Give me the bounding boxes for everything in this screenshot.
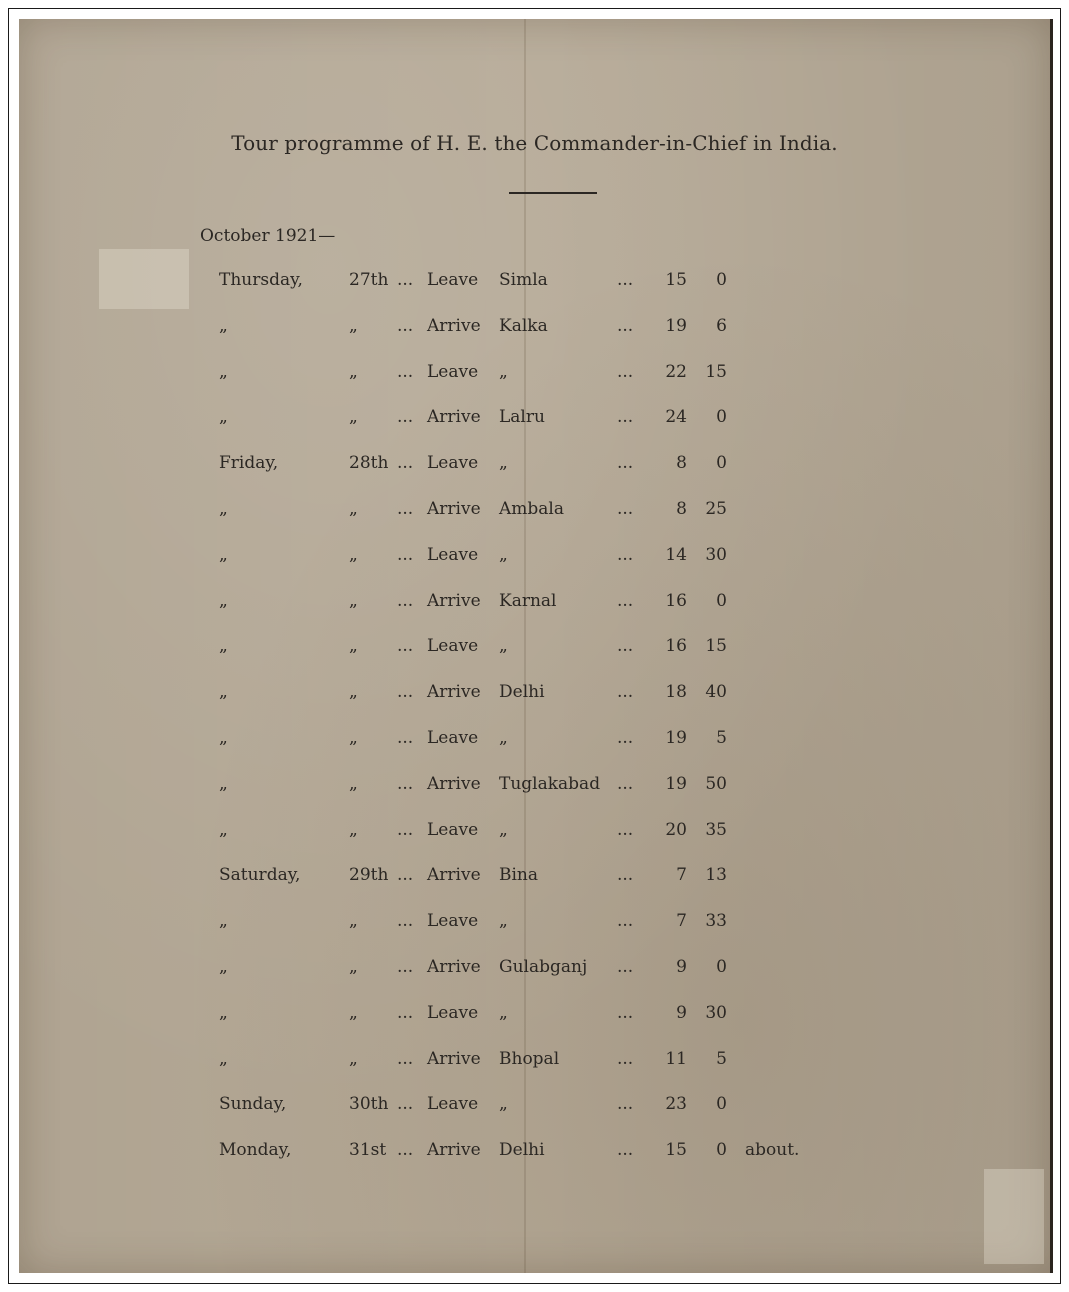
- day-cell: Sunday,: [219, 1094, 287, 1115]
- date-cell: „: [349, 956, 358, 977]
- action-cell: Leave: [427, 636, 479, 657]
- minute-cell: 25: [705, 498, 727, 519]
- action-cell: Leave: [427, 819, 479, 840]
- leader-dots: ...: [397, 1048, 414, 1069]
- day-cell: „: [219, 911, 228, 932]
- hour-cell: 7: [676, 865, 687, 886]
- hour-cell: 9: [676, 1002, 687, 1023]
- leader-dots: ...: [397, 315, 414, 336]
- leader-dots: ...: [397, 1140, 414, 1161]
- minute-cell: 40: [705, 682, 727, 703]
- action-cell: Arrive: [427, 682, 481, 703]
- date-cell: „: [349, 1002, 358, 1023]
- action-cell: Arrive: [427, 407, 481, 428]
- schedule-row: [19, 997, 1050, 1043]
- date-cell: „: [349, 361, 358, 382]
- schedule-row: [19, 905, 1050, 951]
- minute-cell: 0: [716, 956, 727, 977]
- day-cell: „: [219, 682, 228, 703]
- minute-cell: 0: [716, 1140, 727, 1161]
- hour-cell: 19: [665, 315, 687, 336]
- place-cell: Lalru: [499, 407, 545, 428]
- leader-dots: ...: [397, 911, 414, 932]
- day-cell: „: [219, 727, 228, 748]
- minute-cell: 13: [705, 865, 727, 886]
- note-cell: about.: [745, 1140, 800, 1161]
- place-cell: „: [499, 1094, 508, 1115]
- schedule-row: [19, 356, 1050, 402]
- minute-cell: 0: [716, 1094, 727, 1115]
- place-cell: „: [499, 636, 508, 657]
- date-cell: „: [349, 682, 358, 703]
- hour-cell: 23: [665, 1094, 687, 1115]
- leader-dots: ...: [617, 544, 634, 565]
- leader-dots: ...: [617, 590, 634, 611]
- date-cell: „: [349, 773, 358, 794]
- minute-cell: 30: [705, 1002, 727, 1023]
- action-cell: Leave: [427, 911, 479, 932]
- tape-mark-bottom-right: [984, 1169, 1044, 1264]
- hour-cell: 8: [676, 453, 687, 474]
- schedule-row: [19, 951, 1050, 997]
- day-cell: Saturday,: [219, 865, 301, 886]
- minute-cell: 6: [716, 315, 727, 336]
- hour-cell: 24: [665, 407, 687, 428]
- day-cell: „: [219, 819, 228, 840]
- day-cell: „: [219, 315, 228, 336]
- date-cell: 28th: [349, 453, 389, 474]
- action-cell: Arrive: [427, 956, 481, 977]
- leader-dots: ...: [397, 682, 414, 703]
- date-cell: „: [349, 407, 358, 428]
- title-rule: [509, 192, 597, 194]
- place-cell: Delhi: [499, 1140, 545, 1161]
- action-cell: Arrive: [427, 315, 481, 336]
- action-cell: Leave: [427, 727, 479, 748]
- day-cell: „: [219, 956, 228, 977]
- date-cell: „: [349, 544, 358, 565]
- date-cell: 30th: [349, 1094, 389, 1115]
- schedule-row: [19, 1088, 1050, 1134]
- minute-cell: 0: [716, 270, 727, 290]
- schedule-row: [19, 447, 1050, 493]
- date-cell: 27th: [349, 270, 389, 290]
- date-cell: „: [349, 590, 358, 611]
- schedule-row: [19, 401, 1050, 447]
- action-cell: Leave: [427, 453, 479, 474]
- leader-dots: ...: [397, 865, 414, 886]
- leader-dots: ...: [397, 361, 414, 382]
- day-cell: „: [219, 361, 228, 382]
- date-cell: „: [349, 315, 358, 336]
- schedule-row: [19, 1134, 1050, 1180]
- minute-cell: 5: [716, 1048, 727, 1069]
- action-cell: Arrive: [427, 773, 481, 794]
- schedule-row: [19, 539, 1050, 585]
- action-cell: Leave: [427, 270, 479, 290]
- leader-dots: ...: [397, 453, 414, 474]
- place-cell: Bina: [499, 865, 539, 886]
- month-heading: October 1921—: [200, 226, 336, 246]
- leader-dots: ...: [617, 453, 634, 474]
- hour-cell: 15: [665, 1140, 687, 1161]
- leader-dots: ...: [617, 498, 634, 519]
- leader-dots: ...: [617, 911, 634, 932]
- schedule-row: [19, 493, 1050, 539]
- action-cell: Arrive: [427, 1048, 481, 1069]
- action-cell: Arrive: [427, 498, 481, 519]
- place-cell: „: [499, 911, 508, 932]
- leader-dots: ...: [397, 590, 414, 611]
- day-cell: „: [219, 1048, 228, 1069]
- hour-cell: 7: [676, 911, 687, 932]
- day-cell: Monday,: [219, 1140, 292, 1161]
- minute-cell: 33: [705, 911, 727, 932]
- schedule-table: [19, 264, 1050, 1180]
- action-cell: Arrive: [427, 865, 481, 886]
- schedule-row: [19, 585, 1050, 631]
- date-cell: „: [349, 727, 358, 748]
- leader-dots: ...: [617, 361, 634, 382]
- day-cell: „: [219, 544, 228, 565]
- leader-dots: ...: [617, 315, 634, 336]
- place-cell: Kalka: [499, 315, 548, 336]
- paper-sheet: [19, 19, 1053, 1273]
- leader-dots: ...: [397, 1002, 414, 1023]
- minute-cell: 0: [716, 590, 727, 611]
- schedule-row: [19, 310, 1050, 356]
- day-cell: „: [219, 773, 228, 794]
- schedule-row: [19, 768, 1050, 814]
- leader-dots: ...: [397, 636, 414, 657]
- leader-dots: ...: [397, 270, 414, 290]
- place-cell: Delhi: [499, 682, 545, 703]
- date-cell: 29th: [349, 865, 389, 886]
- place-cell: Simla: [499, 270, 548, 290]
- leader-dots: ...: [617, 819, 634, 840]
- hour-cell: 18: [665, 682, 687, 703]
- hour-cell: 16: [665, 590, 687, 611]
- schedule-row: [19, 264, 1050, 310]
- leader-dots: ...: [617, 682, 634, 703]
- day-cell: „: [219, 1002, 228, 1023]
- action-cell: Arrive: [427, 1140, 481, 1161]
- place-cell: „: [499, 819, 508, 840]
- hour-cell: 19: [665, 773, 687, 794]
- place-cell: „: [499, 1002, 508, 1023]
- leader-dots: ...: [617, 865, 634, 886]
- hour-cell: 14: [665, 544, 687, 565]
- schedule-row: [19, 722, 1050, 768]
- leader-dots: ...: [617, 1094, 634, 1115]
- leader-dots: ...: [617, 727, 634, 748]
- place-cell: Karnal: [499, 590, 557, 611]
- leader-dots: ...: [617, 270, 634, 290]
- leader-dots: ...: [617, 773, 634, 794]
- place-cell: „: [499, 361, 508, 382]
- schedule-row: [19, 859, 1050, 905]
- date-cell: „: [349, 819, 358, 840]
- schedule-row: [19, 630, 1050, 676]
- schedule-row: [19, 814, 1050, 860]
- leader-dots: ...: [617, 407, 634, 428]
- day-cell: „: [219, 407, 228, 428]
- document-title: Tour programme of H. E. the Commander-in-Chief in India.: [231, 131, 838, 155]
- minute-cell: 0: [716, 407, 727, 428]
- day-cell: Thursday,: [219, 270, 303, 290]
- hour-cell: 9: [676, 956, 687, 977]
- place-cell: Gulabganj: [499, 956, 588, 977]
- action-cell: Leave: [427, 544, 479, 565]
- leader-dots: ...: [617, 956, 634, 977]
- place-cell: „: [499, 453, 508, 474]
- action-cell: Leave: [427, 1094, 479, 1115]
- day-cell: „: [219, 498, 228, 519]
- hour-cell: 22: [665, 361, 687, 382]
- date-cell: 31st: [349, 1140, 387, 1161]
- leader-dots: ...: [397, 544, 414, 565]
- day-cell: Friday,: [219, 453, 279, 474]
- minute-cell: 5: [716, 727, 727, 748]
- leader-dots: ...: [397, 1094, 414, 1115]
- hour-cell: 16: [665, 636, 687, 657]
- day-cell: „: [219, 590, 228, 611]
- day-cell: „: [219, 636, 228, 657]
- leader-dots: ...: [397, 819, 414, 840]
- minute-cell: 0: [716, 453, 727, 474]
- leader-dots: ...: [397, 407, 414, 428]
- leader-dots: ...: [397, 498, 414, 519]
- minute-cell: 50: [705, 773, 727, 794]
- place-cell: Tuglakabad: [499, 773, 601, 794]
- leader-dots: ...: [397, 727, 414, 748]
- minute-cell: 30: [705, 544, 727, 565]
- date-cell: „: [349, 1048, 358, 1069]
- hour-cell: 19: [665, 727, 687, 748]
- date-cell: „: [349, 636, 358, 657]
- minute-cell: 15: [705, 361, 727, 382]
- hour-cell: 8: [676, 498, 687, 519]
- leader-dots: ...: [617, 1002, 634, 1023]
- leader-dots: ...: [397, 956, 414, 977]
- date-cell: „: [349, 498, 358, 519]
- action-cell: Leave: [427, 361, 479, 382]
- hour-cell: 15: [665, 270, 687, 290]
- action-cell: Leave: [427, 1002, 479, 1023]
- minute-cell: 15: [705, 636, 727, 657]
- schedule-row: [19, 676, 1050, 722]
- minute-cell: 35: [705, 819, 727, 840]
- action-cell: Arrive: [427, 590, 481, 611]
- place-cell: Bhopal: [499, 1048, 560, 1069]
- hour-cell: 20: [665, 819, 687, 840]
- leader-dots: ...: [617, 1140, 634, 1161]
- leader-dots: ...: [617, 636, 634, 657]
- place-cell: Ambala: [499, 498, 564, 519]
- leader-dots: ...: [617, 1048, 634, 1069]
- leader-dots: ...: [397, 773, 414, 794]
- schedule-row: [19, 1043, 1050, 1089]
- place-cell: „: [499, 727, 508, 748]
- hour-cell: 11: [665, 1048, 687, 1069]
- date-cell: „: [349, 911, 358, 932]
- place-cell: „: [499, 544, 508, 565]
